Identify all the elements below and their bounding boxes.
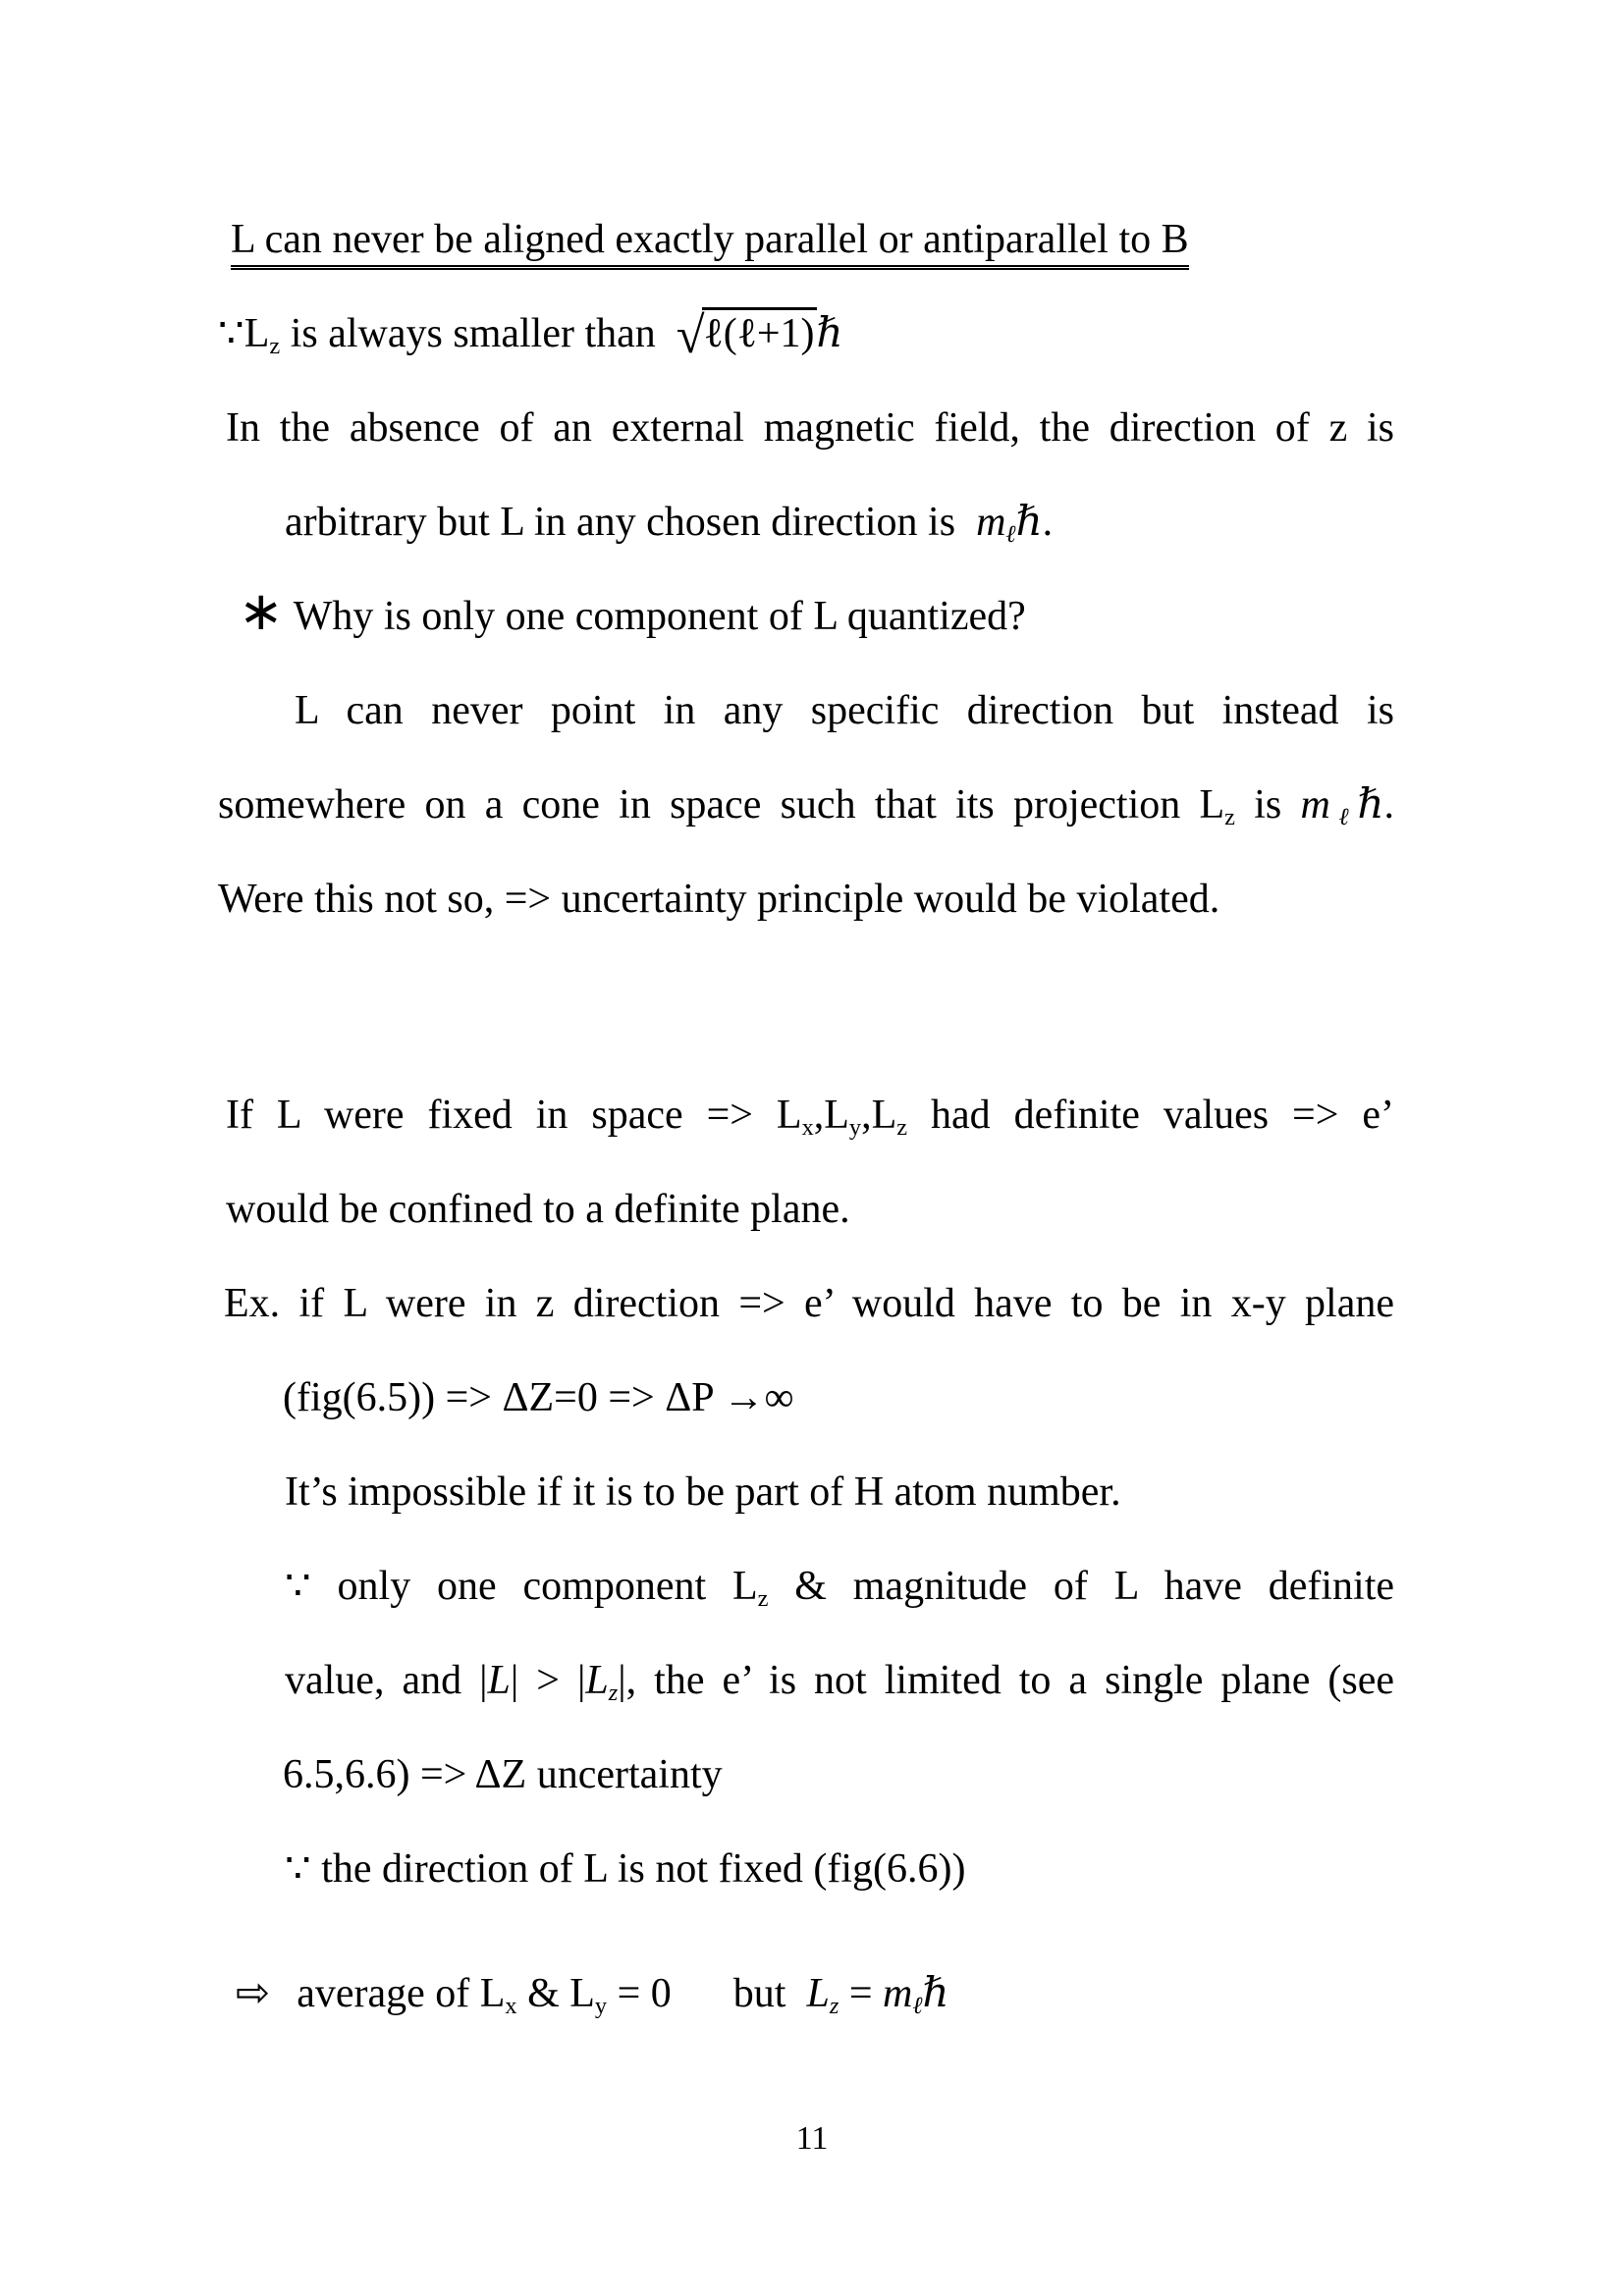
text-run: If L were fixed in space => L xyxy=(226,1093,802,1138)
text-run: L xyxy=(244,311,270,356)
math-italic-run: m xyxy=(976,500,1006,545)
subscript-run: z xyxy=(757,1584,769,1612)
text-run: ∵ xyxy=(218,311,244,356)
document-line xyxy=(283,1728,1394,1822)
blank-line xyxy=(0,946,1394,1068)
text-run: = 0 but xyxy=(607,1971,807,2016)
math-italic-run: m xyxy=(883,1971,913,2016)
text-run: ,L xyxy=(861,1093,897,1138)
text-run: somewhere on a cone in space such that its projection L xyxy=(218,782,1225,828)
text-run: ∵ the direction of L is not fixed (fig(6.6)) xyxy=(285,1846,966,1892)
subscript-run: z xyxy=(269,332,281,359)
document-line xyxy=(226,1162,1394,1256)
radical-sign: √ xyxy=(676,307,705,365)
document-line xyxy=(218,758,1394,852)
text-run: Were this not so, => uncertainty principle would be violated. xyxy=(218,877,1220,922)
text-run: Why is only one component of L quantized? xyxy=(293,594,1026,639)
document-line xyxy=(218,287,1394,381)
subscript-run: ℓ xyxy=(1005,520,1016,548)
math-italic-run: ℏ xyxy=(1357,782,1384,828)
text-run: It’s impossible if it is to be part of H atom number. xyxy=(285,1469,1121,1515)
radicand: ℓ(ℓ+1) xyxy=(702,307,817,355)
document-line xyxy=(285,1445,1394,1539)
document-line xyxy=(285,475,1394,569)
document-title-text: L can never be aligned exactly parallel or antiparallel to B xyxy=(231,217,1189,270)
text-run: (fig(6.5)) => ΔZ=0 => ΔP →∞ xyxy=(283,1375,794,1420)
document-line xyxy=(239,569,1394,664)
math-italic-run: L xyxy=(585,1658,609,1703)
text-run: L can never point in any specific direction but instead is xyxy=(295,688,1394,733)
math-italic-run: L xyxy=(487,1658,511,1703)
document-line xyxy=(285,1539,1394,1633)
text-run: value, and | xyxy=(285,1658,488,1703)
document-line xyxy=(285,1633,1394,1728)
subscript-run: y xyxy=(594,1992,608,2019)
subscript-run: z xyxy=(829,1992,839,2019)
text-run: ∵ only one component L xyxy=(285,1564,758,1609)
text-run: ,L xyxy=(813,1093,849,1138)
subscript-run: y xyxy=(848,1113,862,1141)
document-line xyxy=(236,1946,1394,2040)
text-run: & L xyxy=(516,1971,595,2016)
subscript-run: z xyxy=(608,1679,619,1706)
text-run: arbitrary but L in any chosen direction is xyxy=(285,500,977,545)
subscript-run: x xyxy=(801,1113,814,1141)
subscript-run: z xyxy=(1224,803,1235,830)
text-run: = xyxy=(839,1971,883,2016)
page-number: 11 xyxy=(795,2120,829,2157)
text-run: |, the e’ is not limited to a single plane (see xyxy=(618,1658,1394,1703)
document-line xyxy=(218,852,1394,946)
text-run: | > | xyxy=(510,1658,586,1703)
document-content xyxy=(0,192,1624,2040)
text-run: would be confined to a definite plane. xyxy=(226,1187,850,1232)
document-line xyxy=(226,381,1394,475)
document-line xyxy=(224,1256,1394,1351)
subscript-run: ℓ xyxy=(912,1992,923,2019)
text-run: Ex. if L were in z direction => e’ would have to be in x-y plane xyxy=(224,1281,1394,1326)
right-arrow-icon: ⇨ xyxy=(236,1968,271,2016)
subscript-run: z xyxy=(896,1113,908,1141)
math-italic-run: m xyxy=(1300,782,1330,828)
document-line xyxy=(295,664,1394,758)
document-title xyxy=(231,192,1394,287)
document-line xyxy=(226,1068,1394,1162)
text-run: . xyxy=(1042,500,1054,545)
text-run: had definite values => e’ xyxy=(907,1093,1395,1138)
math-italic-run: ℏ xyxy=(922,1971,949,2016)
text-run: In the absence of an external magnetic field, the direction of z is xyxy=(226,405,1394,451)
document-line xyxy=(285,1822,1394,1916)
math-italic-run: L xyxy=(806,1971,830,2016)
text-run: is always smaller than xyxy=(280,311,677,356)
text-run: is xyxy=(1234,782,1301,828)
math-italic-run: ℏ xyxy=(1015,500,1043,545)
math-italic-run: ℏ xyxy=(816,311,843,356)
text-run: 6.5,6.6) => ΔZ uncertainty xyxy=(283,1752,723,1797)
subscript-run: ℓ xyxy=(1329,803,1358,830)
text-run: . xyxy=(1383,782,1395,828)
text-run: & magnitude of L have definite xyxy=(768,1564,1394,1609)
text-run: average of L xyxy=(276,1971,506,2016)
document-line xyxy=(283,1351,1394,1445)
subscript-run: x xyxy=(505,1992,517,2019)
sqrt-expression xyxy=(676,307,817,365)
asterisk-marker: ∗ xyxy=(239,579,284,642)
